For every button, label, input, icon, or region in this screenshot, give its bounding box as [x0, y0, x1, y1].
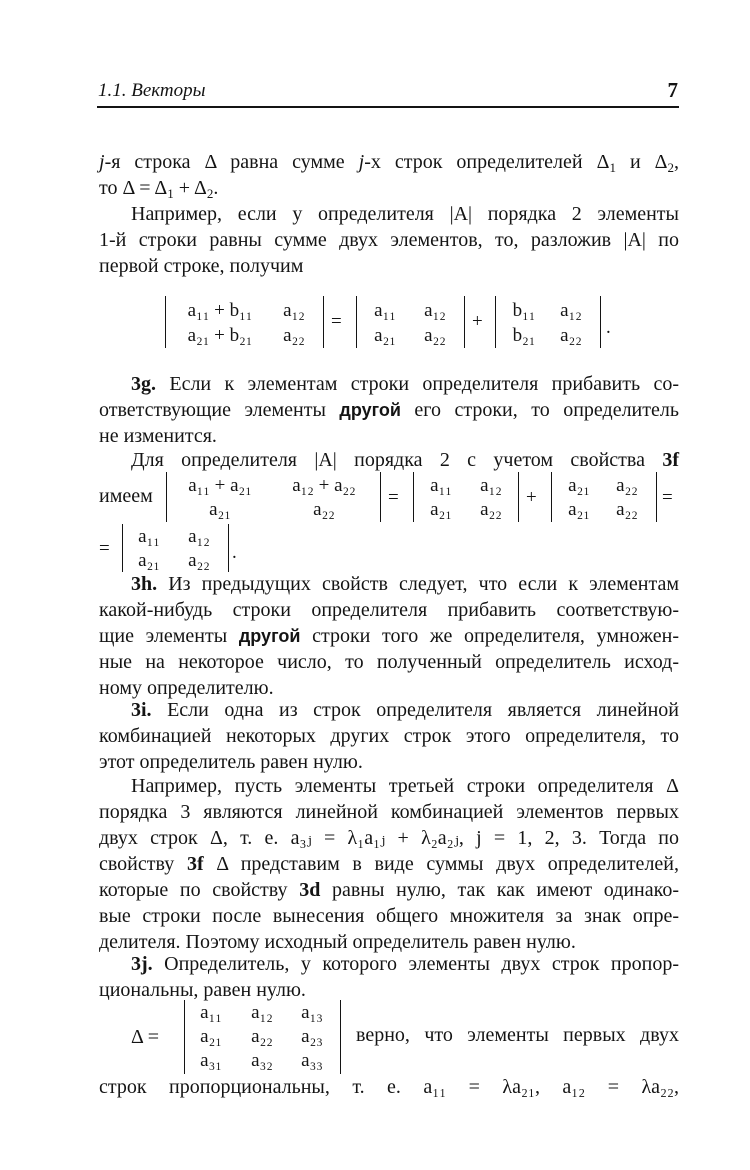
running-title: 1.1. Векторы: [98, 80, 206, 101]
text-line: вые строки после вынесения общего множителя за знак опре-: [99, 905, 679, 927]
text-line: которые по свойству 3d равны нулю, так как имеют одинако-: [99, 879, 679, 901]
text-line: какой-нибудь строки определителя прибавить соответствую-: [99, 599, 679, 621]
text-line: верно, что элементы первых двух: [356, 1024, 679, 1046]
text-line: Например, если у определителя |A| порядка 2 элементы: [131, 203, 679, 225]
text-line: 1-й строки равны сумме двух элементов, то, разложив |A| по: [99, 229, 679, 251]
property-3g: 3g. Если к элементам строки определителя прибавить со-: [131, 373, 679, 395]
text-line: циональны, равен нулю.: [99, 979, 306, 1001]
property-3h: 3h. Из предыдущих свойств следует, что если к элементам: [131, 573, 679, 595]
property-3i: 3i. Если одна из строк определителя является линейной: [131, 699, 679, 721]
property-3j: 3j. Определитель, у которого элементы двух строк пропор-: [131, 953, 679, 975]
text-line: ответствующие элементы другой его строки, то определитель: [99, 399, 679, 421]
text-line: порядка 3 являются линейной комбинацией элементов первых: [99, 801, 679, 823]
text-line: строк пропорциональны, т. е. a₁₁ = λa₂₁, a₁₂ = λa₂₂,: [99, 1076, 679, 1098]
text-line: j-я строка Δ равна сумме j-х строк определителей $\Delta_1$ и $\Delta_2$,: [99, 151, 679, 175]
text-line: комбинацией некоторых других строк этого определителя, то: [99, 725, 679, 747]
header-rule: [97, 106, 679, 108]
text-line: то $\Delta = \Delta_1 + \Delta_2$.: [99, 177, 219, 201]
text-line: не изменится.: [99, 425, 217, 447]
text-line: щие элементы другой строки того же определителя, умножен-: [99, 625, 679, 647]
text-line: ному определителю.: [99, 677, 274, 699]
text-line: свойству 3f Δ представим в виде суммы двух определителей,: [99, 853, 679, 875]
text-line: Для определителя |A| порядка 2 с учетом свойства 3f: [131, 449, 679, 471]
text-line: Например, пусть элементы третьей строки определителя Δ: [131, 775, 679, 797]
text-line: делителя. Поэтому исходный определитель равен нулю.: [99, 931, 576, 953]
page-number: 7: [667, 78, 678, 102]
textbook-page: 1.1. Векторы 7 j-я строка Δ равна сумме j-х строк определителей $\Delta_1$ и $\Delta_2$, то $\Delta = \Delta_1 + \Delta_2$. Например, если у определителя |A| порядка 2 элементы 1-й строки равны сумме двух элементов, то, разложив |A| по первой строке, получим a₁₁ + b₁₁ a₁₂ a₂₁ + b₂₁ a₂₂ = a₁₁ a₁₂ a₂₁ a₂₂ + b₁₁ a₁₂ b₂₁ a₂₂ . 3g. Если к элементам строки определителя прибавить со- ответствующие элементы другой его строки, то определитель не изменится. Для определителя |A| порядка 2 с учетом свойства 3f имеем a₁₁ + a₂₁ a₁₂ + a₂₂ a₂₁ a₂₂ = a₁₁ a₁₂ a₂₁ a₂₂ + a₂₁ a₂₂ a₂₁ a₂₂ = = a₁₁ a₁₂ a₂₁ a₂₂ . 3h. Из предыдущих свойств следует, что если к элементам какой-нибудь строки определителя прибавить соответствую- щие элементы другой строки того же определителя, умножен- ные на некоторое число, то полученный определитель исход- ному определителю. 3i. Если одна из строк определителя является линейной комбинацией некоторых других строк этого определителя, то этот определитель равен нулю. Например, пусть элементы третьей строки определителя Δ порядка 3 являются линейной комбинацией элементов первых двух строк Δ, т. е. a₃ⱼ = λ₁a₁ⱼ + λ₂a₂ⱼ, j = 1, 2, 3. Тогда по свойству 3f Δ представим в виде суммы двух определителей, которые по свойству 3d равны нулю, так как имеют одинако- вые строки после вынесения общего множителя за знак опре- делителя. Поэтому исходный определитель равен нулю. 3j. Определитель, у которого элементы двух строк пропор- циональны, равен нулю. Δ = a₁₁ a₁₂ a₁₃ a₂₁ a₂₂ a₂₃ a₃₁ a₃₂ a₃₃ верно, что элементы первых двух строк пропорциональны, т. е. a₁₁ = λa₂₁, a₁₂ = λa₂₂,: [98, 78, 679, 1098]
text-line: этот определитель равен нулю.: [99, 751, 363, 773]
text-line: первой строке, получим: [99, 255, 304, 277]
text-line: ные на некоторое число, то полученный определитель исход-: [99, 651, 679, 673]
text-line: двух строк Δ, т. е. a₃ⱼ = λ₁a₁ⱼ + λ₂a₂ⱼ, j = 1, 2, 3. Тогда по: [99, 827, 679, 849]
